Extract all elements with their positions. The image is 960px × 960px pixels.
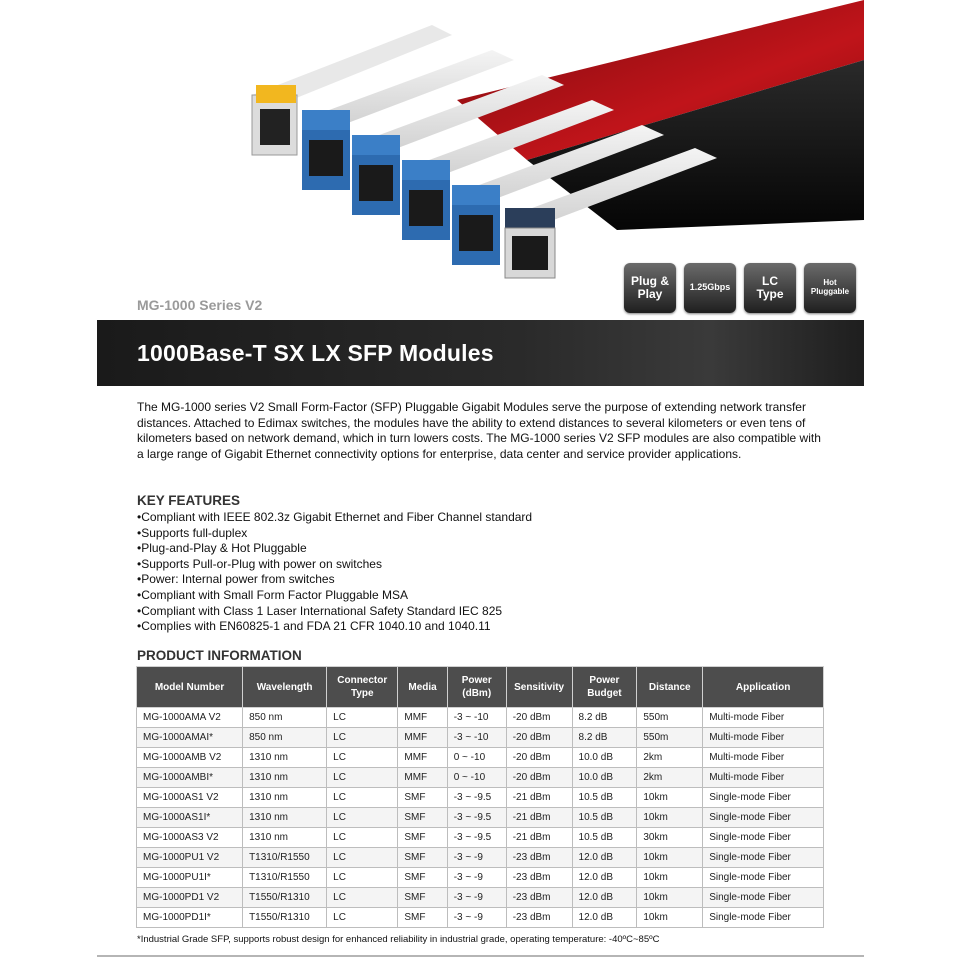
table-cell: 10.0 dB bbox=[572, 748, 637, 768]
table-cell: Multi-mode Fiber bbox=[703, 708, 824, 728]
table-cell: 10km bbox=[637, 908, 703, 928]
table-cell: 12.0 dB bbox=[572, 888, 637, 908]
table-cell: -23 dBm bbox=[506, 908, 572, 928]
table-cell: -3 ~ -9 bbox=[447, 908, 506, 928]
table-cell: 12.0 dB bbox=[572, 868, 637, 888]
table-cell: 1310 nm bbox=[243, 788, 327, 808]
table-cell: MG-1000AMB V2 bbox=[137, 748, 243, 768]
table-cell: MG-1000AMA V2 bbox=[137, 708, 243, 728]
table-cell: 10.5 dB bbox=[572, 788, 637, 808]
table-cell: T1550/R1310 bbox=[243, 908, 327, 928]
table-cell: MG-1000PD1 V2 bbox=[137, 888, 243, 908]
table-cell: T1310/R1550 bbox=[243, 848, 327, 868]
lc-type-badge: LC Type bbox=[744, 263, 796, 313]
feature-item: • Supports Pull-or-Plug with power on switches bbox=[137, 557, 532, 573]
table-cell: LC bbox=[327, 828, 398, 848]
feature-badges bbox=[624, 263, 856, 313]
table-cell: -20 dBm bbox=[506, 748, 572, 768]
speed-badge: 1.25Gbps bbox=[684, 263, 736, 313]
product-info-heading: PRODUCT INFORMATION bbox=[137, 648, 302, 663]
table-cell: MG-1000AMBI* bbox=[137, 768, 243, 788]
table-cell: MG-1000AS3 V2 bbox=[137, 828, 243, 848]
intro-paragraph: The MG-1000 series V2 Small Form-Factor (SFP) Pluggable Gigabit Modules serve the purpose of extending network transfer distances. Attached to Edimax switches, the modules have the ability to extend distances to several kilometers or even tens of kilometers based on network demand, which in turn lowers costs. The MG-1000 series V2 SFP modules are also compatible with a large range of Gigabit Ethernet connectivity options for enterprise, data center and service provider applications. bbox=[137, 400, 821, 461]
table-cell: SMF bbox=[398, 808, 447, 828]
column-header: Sensitivity bbox=[506, 667, 572, 708]
table-cell: SMF bbox=[398, 828, 447, 848]
column-header: Model Number bbox=[137, 667, 243, 708]
table-cell: MG-1000PD1I* bbox=[137, 908, 243, 928]
table-cell: 1310 nm bbox=[243, 828, 327, 848]
table-cell: -3 ~ -9.5 bbox=[447, 788, 506, 808]
page-title: 1000Base-T SX LX SFP Modules bbox=[137, 340, 494, 366]
table-cell: MMF bbox=[398, 748, 447, 768]
table-cell: LC bbox=[327, 788, 398, 808]
table-cell: 12.0 dB bbox=[572, 908, 637, 928]
table-cell: -3 ~ -9.5 bbox=[447, 828, 506, 848]
table-cell: 10km bbox=[637, 808, 703, 828]
table-cell: MMF bbox=[398, 708, 447, 728]
table-cell: -3 ~ -9.5 bbox=[447, 808, 506, 828]
column-header: Wavelength bbox=[243, 667, 327, 708]
table-cell: -3 ~ -10 bbox=[447, 728, 506, 748]
footnote: *Industrial Grade SFP, supports robust design for enhanced reliability in industrial grade, operating temperature: -40ºC~85ºC bbox=[137, 934, 660, 945]
table-cell: Single-mode Fiber bbox=[703, 848, 824, 868]
table-cell: 2km bbox=[637, 748, 703, 768]
feature-item: • Compliant with Small Form Factor Pluggable MSA bbox=[137, 588, 532, 604]
table-cell: 10km bbox=[637, 788, 703, 808]
table-cell: -20 dBm bbox=[506, 708, 572, 728]
table-cell: LC bbox=[327, 728, 398, 748]
table-cell: -20 dBm bbox=[506, 768, 572, 788]
table-cell: 12.0 dB bbox=[572, 848, 637, 868]
feature-item: • Compliant with Class 1 Laser International Safety Standard IEC 825 bbox=[137, 604, 532, 620]
key-features-heading: KEY FEATURES bbox=[137, 493, 241, 508]
table-cell: Multi-mode Fiber bbox=[703, 728, 824, 748]
table-cell: Single-mode Fiber bbox=[703, 788, 824, 808]
table-cell: MMF bbox=[398, 768, 447, 788]
column-header: Distance bbox=[637, 667, 703, 708]
column-header: Application bbox=[703, 667, 824, 708]
table-cell: 1310 nm bbox=[243, 768, 327, 788]
table-row bbox=[137, 788, 824, 808]
table-row bbox=[137, 848, 824, 868]
table-cell: 10km bbox=[637, 868, 703, 888]
table-cell: 10.5 dB bbox=[572, 828, 637, 848]
table-cell: Single-mode Fiber bbox=[703, 868, 824, 888]
table-row bbox=[137, 828, 824, 848]
table-cell: -21 dBm bbox=[506, 808, 572, 828]
table-cell: -3 ~ -9 bbox=[447, 848, 506, 868]
table-row bbox=[137, 708, 824, 728]
table-cell: -23 dBm bbox=[506, 848, 572, 868]
table-cell: LC bbox=[327, 768, 398, 788]
table-cell: MMF bbox=[398, 728, 447, 748]
table-cell: Single-mode Fiber bbox=[703, 828, 824, 848]
feature-item: • Supports full-duplex bbox=[137, 526, 532, 542]
table-cell: -3 ~ -9 bbox=[447, 868, 506, 888]
series-label: MG-1000 Series V2 bbox=[137, 297, 263, 313]
table-cell: 850 nm bbox=[243, 728, 327, 748]
table-cell: Multi-mode Fiber bbox=[703, 768, 824, 788]
table-cell: MG-1000AS1 V2 bbox=[137, 788, 243, 808]
table-cell: -20 dBm bbox=[506, 728, 572, 748]
table-cell: 8.2 dB bbox=[572, 728, 637, 748]
table-cell: -23 dBm bbox=[506, 888, 572, 908]
table-cell: 8.2 dB bbox=[572, 708, 637, 728]
table-cell: LC bbox=[327, 888, 398, 908]
table-cell: 550m bbox=[637, 708, 703, 728]
table-cell: 0 ~ -10 bbox=[447, 748, 506, 768]
table-cell: -3 ~ -10 bbox=[447, 708, 506, 728]
table-cell: LC bbox=[327, 708, 398, 728]
feature-item: • Compliant with IEEE 802.3z Gigabit Ethernet and Fiber Channel standard bbox=[137, 510, 532, 526]
table-cell: MG-1000AS1I* bbox=[137, 808, 243, 828]
table-cell: 10.0 dB bbox=[572, 768, 637, 788]
table-row bbox=[137, 728, 824, 748]
bottom-rule bbox=[97, 955, 864, 957]
table-cell: 0 ~ -10 bbox=[447, 768, 506, 788]
table-row bbox=[137, 748, 824, 768]
table-header-row bbox=[137, 667, 824, 708]
table-cell: LC bbox=[327, 808, 398, 828]
table-cell: SMF bbox=[398, 888, 447, 908]
feature-item: • Plug-and-Play & Hot Pluggable bbox=[137, 541, 532, 557]
table-cell: Multi-mode Fiber bbox=[703, 748, 824, 768]
table-cell: SMF bbox=[398, 908, 447, 928]
table-cell: MG-1000AMAI* bbox=[137, 728, 243, 748]
hot-pluggable-badge: Hot Pluggable bbox=[804, 263, 856, 313]
table-cell: LC bbox=[327, 868, 398, 888]
table-cell: -21 dBm bbox=[506, 788, 572, 808]
column-header: Media bbox=[398, 667, 447, 708]
table-cell: 10.5 dB bbox=[572, 808, 637, 828]
table-cell: SMF bbox=[398, 788, 447, 808]
table-cell: LC bbox=[327, 748, 398, 768]
table-cell: MG-1000PU1 V2 bbox=[137, 848, 243, 868]
table-cell: 10km bbox=[637, 888, 703, 908]
table-cell: -3 ~ -9 bbox=[447, 888, 506, 908]
table-cell: 550m bbox=[637, 728, 703, 748]
table-cell: Single-mode Fiber bbox=[703, 808, 824, 828]
feature-item: • Complies with EN60825-1 and FDA 21 CFR 1040.10 and 1040.11 bbox=[137, 619, 532, 635]
table-cell: T1550/R1310 bbox=[243, 888, 327, 908]
plug-play-badge: Plug & Play bbox=[624, 263, 676, 313]
table-cell: -21 dBm bbox=[506, 828, 572, 848]
table-cell: 2km bbox=[637, 768, 703, 788]
table-body bbox=[137, 708, 824, 928]
feature-item: • Power: Internal power from switches bbox=[137, 572, 532, 588]
table-cell: T1310/R1550 bbox=[243, 868, 327, 888]
column-header: Connector Type bbox=[327, 667, 398, 708]
table-cell: LC bbox=[327, 908, 398, 928]
table-row bbox=[137, 768, 824, 788]
product-table bbox=[136, 666, 824, 928]
table-cell: SMF bbox=[398, 848, 447, 868]
table-cell: Single-mode Fiber bbox=[703, 908, 824, 928]
table-cell: Single-mode Fiber bbox=[703, 888, 824, 908]
column-header: Power (dBm) bbox=[447, 667, 506, 708]
table-row bbox=[137, 908, 824, 928]
table-cell: SMF bbox=[398, 868, 447, 888]
table-cell: 1310 nm bbox=[243, 808, 327, 828]
table-cell: MG-1000PU1I* bbox=[137, 868, 243, 888]
table-cell: -23 dBm bbox=[506, 868, 572, 888]
table-cell: 850 nm bbox=[243, 708, 327, 728]
table-cell: 30km bbox=[637, 828, 703, 848]
column-header: Power Budget bbox=[572, 667, 637, 708]
table-row bbox=[137, 808, 824, 828]
key-features-list bbox=[137, 510, 532, 635]
table-row bbox=[137, 888, 824, 908]
title-bar bbox=[97, 320, 864, 386]
table-cell: LC bbox=[327, 848, 398, 868]
table-row bbox=[137, 868, 824, 888]
table-cell: 1310 nm bbox=[243, 748, 327, 768]
table-cell: 10km bbox=[637, 848, 703, 868]
